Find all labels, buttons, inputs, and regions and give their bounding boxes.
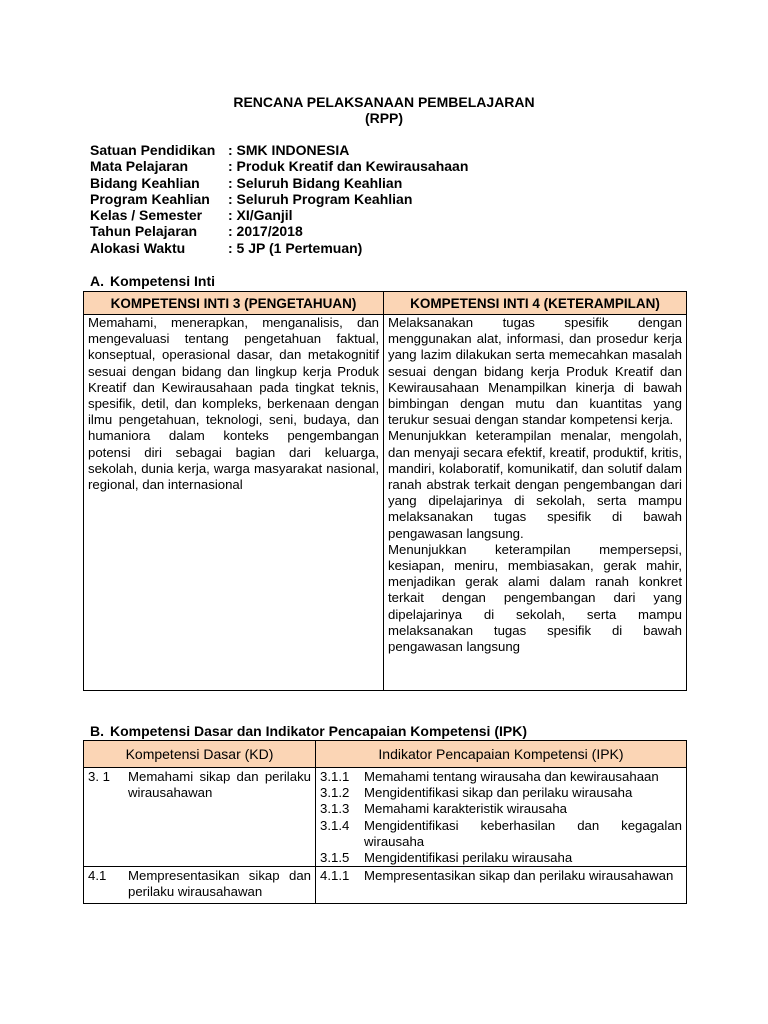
info-value: : Seluruh Program Keahlian [228,190,413,207]
ipk-number: 3.1.3 [320,801,350,817]
ipk-text: Mempresentasikan sikap dan perilaku wirausahawan [364,868,674,884]
kd-item [88,768,311,801]
info-row [90,175,468,191]
ipk-text: Memahami tentang wirausaha dan kewirausahaan [364,769,659,784]
info-row [90,240,468,256]
ipk-number: 3.1.4 [320,817,350,833]
ki4-paragraph: Menunjukkan keterampilan mempersepsi, kesiapan, meniru, membiasakan, gerak mahir, menjadikan gerak alami dalam ranah konkret terkait dengan pengembangan dari yang dipelajarinya di sekolah, serta mampu melaksanakan tugas spesifik di bawah pengawasan langsung [388,541,682,655]
ipk-header: Indikator Pencapaian Kompetensi (IPK) [316,741,687,768]
ipk-number: 3.1.1 [320,769,350,784]
info-label: Bidang Keahlian [90,174,200,191]
info-label: Kelas / Semester [90,207,203,224]
info-row [90,142,468,158]
ipk-number: 3.1.5 [320,850,350,866]
info-value: : Produk Kreatif dan Kewirausahaan [228,158,469,175]
ipk-text: Mengidentifikasi keberhasilan dan kegagalan wirausaha [364,817,682,849]
section-b-number: B. [90,723,104,739]
info-row [90,191,468,207]
info-label: Mata Pelajaran [90,158,189,175]
kd-ipk-table [83,740,687,904]
info-value: : 2017/2018 [228,223,303,240]
ipk-text: Mengidentifikasi perilaku wirausaha [364,850,573,866]
section-a-title: Kompetensi Inti [110,273,216,289]
ipk-item [316,818,682,850]
section-a-heading [90,273,215,289]
info-label: Program Keahlian [90,190,210,207]
info-row [90,207,468,223]
ki3-text: Memahami, menerapkan, menganalisis, dan mengevaluasi tentang pengetahuan faktual, konseptual, operasional dasar, dan metakognitif sesuai dengan bidang dan lingkup kerja Produk Kreatif dan Kewirausahaan pada tingkat teknis, spesifik, detil, dan kompleks, berkenaan dengan ilmu pengetahuan, teknologi, seni, budaya, dan humaniora dalam konteks pengembangan potensi diri sebagai bagian dari keluarga, sekolah, dunia kerja, warga masyarakat nasional, regional, dan internasional [88,315,379,493]
table-row [84,768,687,867]
info-value: : 5 JP (1 Pertemuan) [228,239,363,256]
ipk-cell [316,867,687,904]
ipk-number: 3.1.2 [320,785,350,801]
section-b-heading [90,723,527,739]
kd-number: 4.1 [88,868,107,884]
ki4-paragraph: Melaksanakan tugas spesifik dengan menggunakan alat, informasi, dan prosedur kerja yang lazim dilakukan serta memecahkan masalah sesuai dengan bidang kerja Produk Kreatif dan Kewirausahaan Menampilkan kinerja di bawah bimbingan dengan mutu dan kuantitas yang terukur sesuai dengan standar kompetensi kerja. [388,315,682,428]
info-block [90,142,468,256]
ipk-item [316,801,682,817]
section-a-number: A. [90,273,104,289]
ki3-header: KOMPETENSI INTI 3 (PENGETAHUAN) [84,292,384,315]
info-label: Tahun Pelajaran [90,223,198,240]
ipk-number: 4.1.1 [320,868,350,884]
info-value: : SMK INDONESIA [228,142,350,158]
ipk-item [316,769,682,785]
info-row [90,158,468,174]
kd-text: Memahami sikap dan perilaku wirausahawan [128,769,311,801]
ipk-text: Mengidentifikasi sikap dan perilaku wirausaha [364,785,633,801]
ipk-text: Memahami karakteristik wirausaha [364,801,568,817]
kd-item [88,867,311,900]
document-title: RENCANA PELAKSANAAN PEMBELAJARAN [233,94,535,110]
ipk-item [316,785,682,801]
info-value: : XI/Ganjil [228,207,293,224]
ipk-cell [316,768,687,867]
kd-text: Mempresentasikan sikap dan perilaku wirausahawan [128,868,311,900]
kd-header: Kompetensi Dasar (KD) [84,741,316,768]
kd-number: 3. 1 [88,769,110,784]
info-label: Alokasi Waktu [90,239,186,256]
kd-cell [84,768,316,867]
kd-cell [84,867,316,904]
ki4-header: KOMPETENSI INTI 4 (KETERAMPILAN) [384,292,687,315]
info-label: Satuan Pendidikan [90,142,216,158]
table-row [84,867,687,904]
info-row [90,223,468,239]
ipk-item [316,850,682,866]
ki3-cell [84,315,384,691]
section-b-title: Kompetensi Dasar dan Indikator Pencapaian Kompetensi (IPK) [110,723,527,739]
ipk-item [316,868,682,884]
info-value: : Seluruh Bidang Keahlian [228,174,403,191]
kompetensi-inti-table [83,291,687,691]
document-subtitle: (RPP) [364,110,404,126]
ki4-cell [384,315,687,691]
ki4-paragraph: Menunjukkan keterampilan menalar, mengolah, dan menyaji secara efektif, kreatif, produktif, kritis, mandiri, kolaboratif, komunikatif, dan solutif dalam ranah abstrak terkait dengan pengembangan dari yang dipelajarinya di sekolah, serta mampu melaksanakan tugas spesifik di bawah pengawasan langsung. [388,428,682,541]
